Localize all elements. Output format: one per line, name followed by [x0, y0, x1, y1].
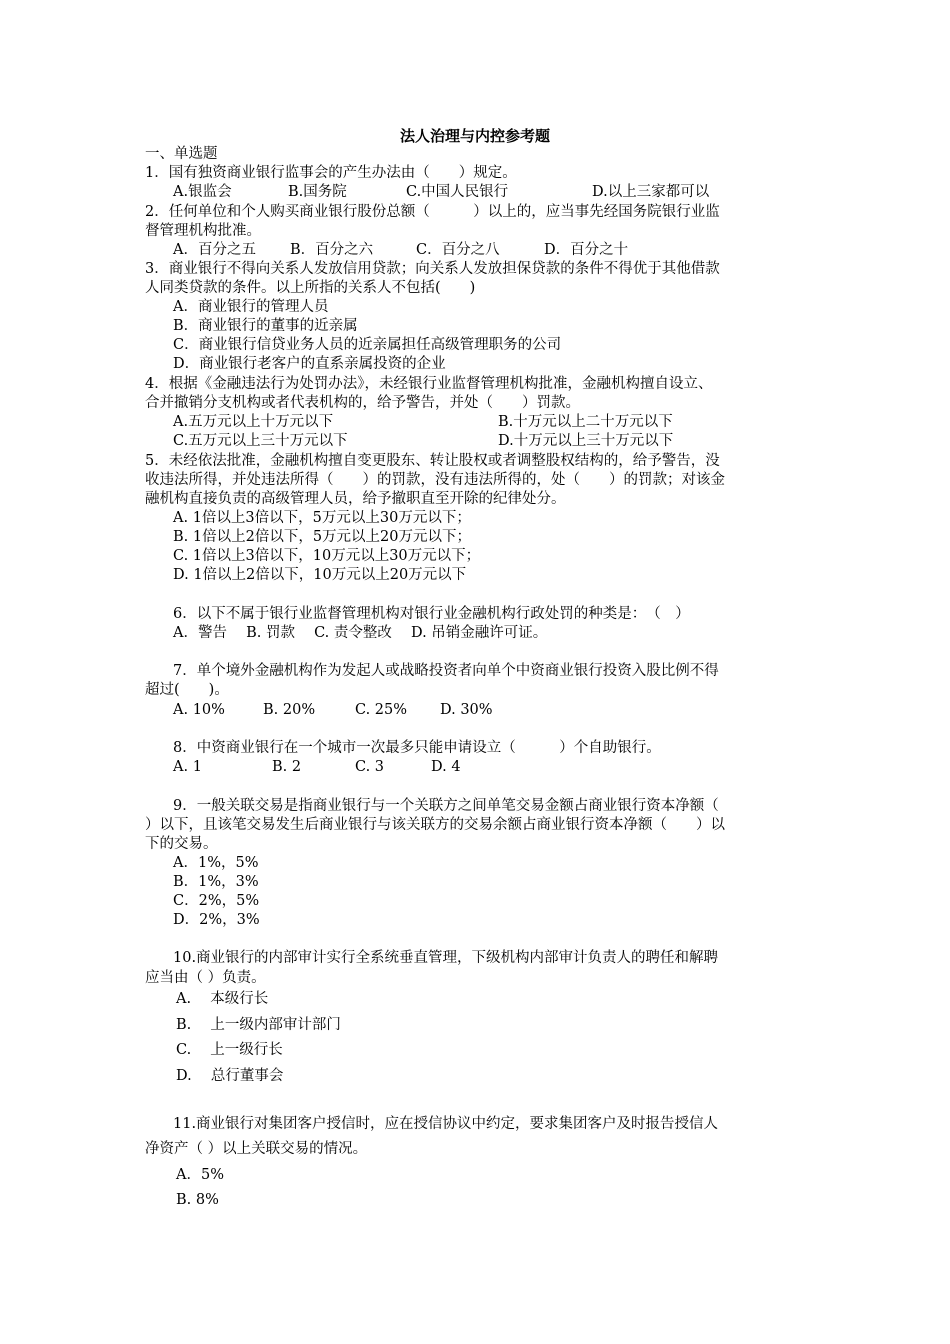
page-title: 法人治理与内控参考题	[399, 127, 550, 145]
q4-option-c: C.五万元以上三十万元以下	[173, 433, 348, 449]
question-4-line-2: 合并撤销分支机构或者代表机构的，给予警告，并处（ ）罚款。	[145, 395, 580, 411]
q3-option-c: C．商业银行信贷业务人员的近亲属担任高级管理职务的公司	[173, 337, 562, 353]
q8-option-d: D. 4	[431, 759, 461, 775]
question-7-line-1: 7．单个境外金融机构作为发起人或战略投资者向单个中资商业银行投资入股比例不得	[173, 663, 719, 679]
q2-option-c: C．百分之八	[416, 242, 500, 258]
q5-option-b: B. 1倍以上2倍以下，5万元以上20万元以下；	[173, 529, 471, 545]
q7-option-b: B. 20%	[263, 702, 316, 718]
q4-option-a: A.五万元以上十万元以下	[173, 414, 334, 430]
q9-option-a: A．1%，5%	[173, 855, 259, 871]
question-4-line-1: 4．根据《金融违法行为处罚办法》，未经银行业监督管理机构批准，金融机构擅自设立、	[145, 376, 713, 392]
question-7-line-2: 超过( )。	[145, 682, 229, 698]
q10-option-c: C. 上一级行长	[176, 1042, 283, 1058]
question-11-line-2: 净资产（ ）以上关联交易的情况。	[145, 1141, 368, 1157]
q7-option-a: A. 10%	[173, 702, 225, 718]
q10-option-b: B. 上一级内部审计部门	[176, 1017, 341, 1033]
question-9-line-2: ）以下，且该笔交易发生后商业银行与该关联方的交易余额占商业银行资本净额（ ）以	[145, 817, 725, 833]
question-1-stem: 1．国有独资商业银行监事会的产生办法由（ ）规定。	[145, 165, 517, 181]
question-3-line-1: 3．商业银行不得向关系人发放信用贷款；向关系人发放担保贷款的条件不得优于其他借款	[145, 261, 720, 277]
question-2-line-1: 2．任何单位和个人购买商业银行股份总额（ ）以上的，应当事先经国务院银行业监	[145, 204, 720, 220]
q9-option-d: D．2%，3%	[173, 912, 260, 928]
q8-option-c: C. 3	[355, 759, 385, 775]
q11-option-b: B. 8%	[176, 1192, 219, 1208]
q1-option-a: A.银监会	[173, 184, 232, 200]
q1-option-c: C.中国人民银行	[406, 184, 509, 200]
q1-option-b: B.国务院	[288, 184, 347, 200]
q9-option-b: B．1%，3%	[173, 874, 259, 890]
q3-option-d: D．商业银行老客户的直系亲属投资的企业	[173, 356, 446, 372]
q10-option-a: A. 本级行长	[176, 991, 269, 1007]
q2-option-b: B．百分之六	[290, 242, 374, 258]
question-11-line-1: 11.商业银行对集团客户授信时，应在授信协议中约定，要求集团客户及时报告授信人	[173, 1116, 719, 1132]
question-2-line-2: 督管理机构批准。	[145, 223, 261, 239]
q8-option-a: A. 1	[173, 759, 202, 775]
q10-option-d: D. 总行董事会	[176, 1068, 284, 1084]
question-9-line-3: 下的交易。	[145, 836, 218, 852]
q4-option-b: B.十万元以上二十万元以下	[498, 414, 673, 430]
question-5-line-3: 融机构直接负责的高级管理人员，给予撤职直至开除的纪律处分。	[145, 491, 566, 507]
question-10-line-1: 10.商业银行的内部审计实行全系统垂直管理，下级机构内部审计负责人的聘任和解聘	[173, 950, 719, 966]
q3-option-b: B．商业银行的董事的近亲属	[173, 318, 358, 334]
q6-options: A．警告 B. 罚款 C. 责令整改 D. 吊销金融许可证。	[173, 625, 548, 641]
question-5-line-2: 收违法所得，并处违法所得（ ）的罚款，没有违法所得的，处（ ）的罚款；对该金	[145, 472, 725, 488]
question-5-line-1: 5．未经依法批准，金融机构擅自变更股东、转让股权或者调整股权结构的，给予警告，没	[145, 453, 720, 469]
question-10-line-2: 应当由（ ）负责。	[145, 970, 266, 986]
section-heading: 一、单选题	[145, 146, 218, 162]
q5-option-a: A. 1倍以上3倍以下，5万元以上30万元以下；	[173, 510, 471, 526]
q2-option-a: A．百分之五	[173, 242, 256, 258]
question-3-line-2: 人同类贷款的条件。以上所指的关系人不包括( )	[145, 280, 476, 296]
q3-option-a: A．商业银行的管理人员	[173, 299, 329, 315]
question-9-line-1: 9．一般关联交易是指商业银行与一个关联方之间单笔交易金额占商业银行资本净额（	[173, 798, 719, 814]
q5-option-c: C. 1倍以上3倍以下，10万元以上30万元以下；	[173, 548, 481, 564]
q4-option-d: D.十万元以上三十万元以下	[498, 433, 674, 449]
q9-option-c: C．2%，5%	[173, 893, 260, 909]
q2-option-d: D．百分之十	[544, 242, 629, 258]
q7-option-c: C. 25%	[355, 702, 408, 718]
question-6-stem: 6．以下不属于银行业监督管理机构对银行业金融机构行政处罚的种类是： （ ）	[173, 606, 690, 622]
q1-option-d: D.以上三家都可以	[592, 184, 710, 200]
question-8-stem: 8．中资商业银行在一个城市一次最多只能申请设立（ ）个自助银行。	[173, 740, 661, 756]
q8-option-b: B. 2	[272, 759, 302, 775]
q7-option-d: D. 30%	[440, 702, 493, 718]
q5-option-d: D. 1倍以上2倍以下，10万元以上20万元以下	[173, 567, 467, 583]
q11-option-a: A．5%	[176, 1167, 224, 1183]
